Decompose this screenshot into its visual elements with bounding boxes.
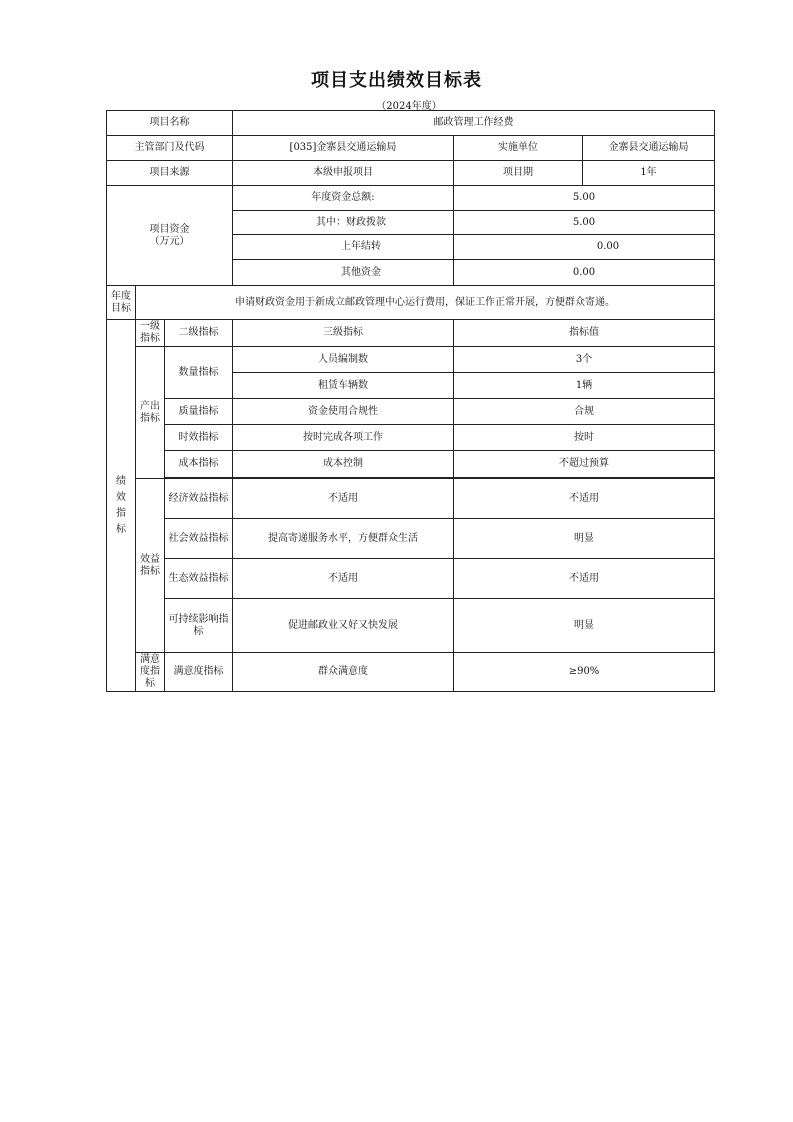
level3-cell: 群众满意度 [233, 653, 454, 692]
level3-cell: 不适用 [233, 479, 454, 519]
perf-indicators-label: 绩效指标 [107, 320, 136, 692]
fund-fiscal-value: 5.00 [454, 211, 715, 235]
fiscal-year: （2024年度） [376, 101, 442, 112]
project-name-label: 项目名称 [107, 111, 233, 136]
level2-cell: 时效指标 [165, 425, 233, 451]
row-fund-total [107, 186, 715, 211]
value-cell: 明显 [454, 519, 715, 559]
funds-label: 项目资金 （万元） [107, 186, 233, 286]
value-cell: 明显 [454, 599, 715, 653]
table-row [107, 399, 715, 425]
page-title: 项目支出绩效目标表 [311, 70, 482, 91]
col-level1-header: 一级指标 [136, 320, 165, 347]
level3-cell: 提高寄递服务水平，方便群众生活 [233, 519, 454, 559]
row-annual-goal [107, 286, 715, 320]
value-cell: 1辆 [454, 373, 715, 399]
col-level2-header: 二级指标 [165, 320, 233, 347]
effect-indicators-label: 效益指标 [136, 479, 165, 653]
fund-other-value: 0.00 [454, 260, 715, 286]
period-subtable [454, 161, 714, 185]
level2-cell: 可持续影响指标 [165, 599, 233, 653]
value-cell: 按时 [454, 425, 715, 451]
col-level3-header: 三级指标 [233, 320, 454, 347]
col-value-header: 指标值 [454, 320, 715, 347]
source-value: 本级申报项目 [233, 161, 454, 186]
level3-cell: 成本控制 [233, 451, 454, 478]
level2-cell: 经济效益指标 [165, 479, 233, 519]
fund-carryover-value: 0.00 [454, 235, 715, 260]
table-row [107, 451, 715, 478]
level3-cell: 不适用 [233, 559, 454, 599]
impl-unit-value: 金寨县交通运输局 [608, 142, 689, 153]
fund-carryover-label: 上年结转 [233, 235, 454, 260]
table-row [107, 599, 715, 653]
department-label: 主管部门及代码 [107, 136, 233, 161]
table-row [107, 479, 715, 519]
level2-cell: 质量指标 [165, 399, 233, 425]
level2-cell: 成本指标 [165, 451, 233, 478]
level3-cell: 按时完成各项工作 [233, 425, 454, 451]
value-cell: ≥90% [454, 653, 715, 692]
row-department [107, 136, 715, 161]
period-label: 项目期 [454, 161, 583, 185]
impl-unit-label: 实施单位 [454, 136, 583, 160]
row-indicator-header [107, 320, 715, 347]
level2-cell: 满意度指标 [165, 653, 233, 692]
department-value: [035]金寨县交通运输局 [233, 136, 454, 161]
table-row [107, 653, 715, 692]
level2-cell: 社会效益指标 [165, 519, 233, 559]
value-cell: 合规 [454, 399, 715, 425]
table-row [107, 347, 715, 373]
annual-goal-text: 申请财政资金用于新成立邮政管理中心运行费用，保证工作正常开展，方便群众寄递。 [136, 286, 715, 320]
project-name-value: 邮政管理工作经费 [233, 111, 715, 136]
level3-cell: 资金使用合规性 [233, 399, 454, 425]
level2-cell: 生态效益指标 [165, 559, 233, 599]
impl-unit-subtable [454, 136, 714, 160]
level3-cell: 促进邮政业又好又快发展 [233, 599, 454, 653]
level3-cell: 人员编制数 [233, 347, 454, 373]
row-source [107, 161, 715, 186]
level2-cell: 数量指标 [165, 347, 233, 399]
table-row [107, 425, 715, 451]
performance-target-table [106, 110, 715, 692]
value-cell: 3个 [454, 347, 715, 373]
table-row [107, 519, 715, 559]
fund-total-value: 5.00 [454, 186, 715, 211]
annual-goal-label: 年度 目标 [107, 286, 136, 320]
fund-other-label: 其他资金 [233, 260, 454, 286]
output-indicators-label: 产出指标 [136, 347, 165, 479]
table-row [107, 559, 715, 599]
fund-fiscal-label: 其中：财政拨款 [233, 211, 454, 235]
value-cell: 不超过预算 [454, 451, 715, 478]
row-project-name [107, 111, 715, 136]
value-cell: 不适用 [454, 559, 715, 599]
source-label: 项目来源 [107, 161, 233, 186]
satisfaction-indicators-label: 满意度指标 [136, 653, 165, 692]
level3-cell: 租赁车辆数 [233, 373, 454, 399]
period-value: 1年 [640, 167, 657, 178]
fund-total-label: 年度资金总额: [233, 186, 454, 211]
value-cell: 不适用 [454, 479, 715, 519]
